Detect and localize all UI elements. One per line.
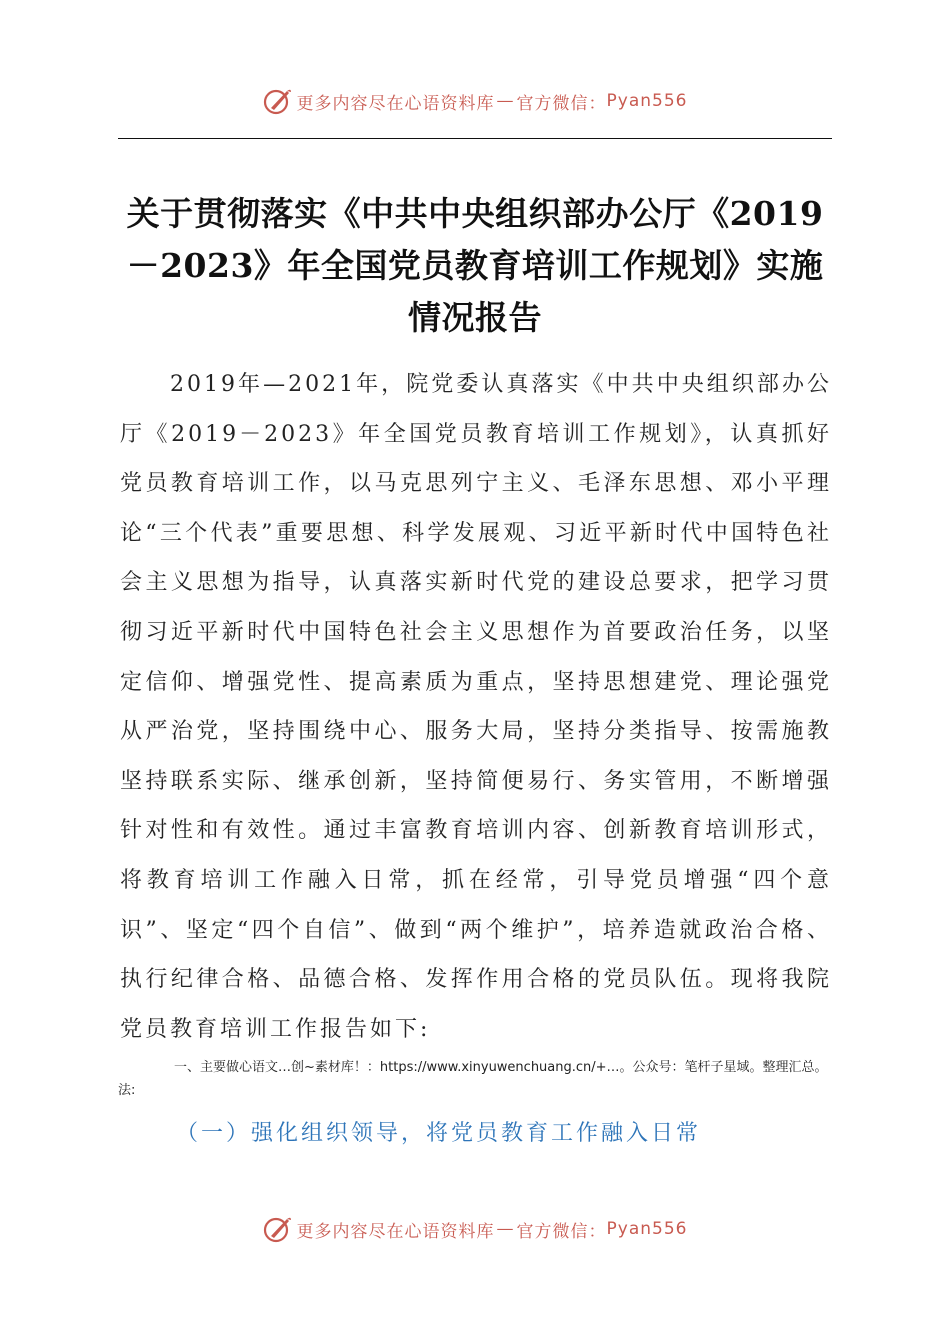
section-heading: （一）强化组织领导，将党员教育工作融入日常 bbox=[176, 1121, 702, 1146]
footer-watermark-banner bbox=[0, 1214, 950, 1244]
banner-wechat-id: Pyan556 bbox=[606, 1219, 688, 1239]
banner-wechat-label: 官方微信： bbox=[516, 93, 607, 114]
body-paragraph: 2019年—2021年，院党委认真落实《中共中央组织部办公厅《2019－2023》年全国党员教育培训工作规划》，认真抓好党员教育培训工作，以马克思列宁主义、毛泽东思想、邓小平理论“三个代表”重要思想、科学发展观、习近平新时代中国特色社会主义思想为指导，认真落实新时代党的建设总要求，把学习贯彻习近平新时代中国特色社会主义思想作为首要政治任务，以坚定信仰、增强党性、提高素质为重点，坚持思想建党、理论强党从严治党，坚持围绕中心、服务大局，坚持分类指导、按需施教坚持联系实际、继承创新，坚持简便易行、务实管用，不断增强针对性和有效性。通过丰富教育培训内容、创新教育培训形式，将教育培训工作融入日常，抓在经常，引导党员增强“四个意识”、坚定“四个自信”、做到“两个维护”，培养造就政治合格、执行纪律合格、品德合格、发挥作用合格的党员队伍。现将我院党员教育培训工作报告如下: bbox=[120, 372, 832, 1042]
banner-wechat-label: 官方微信： bbox=[516, 1221, 607, 1242]
document-title: 关于贯彻落实《中共中央组织部办公厅《2019－2023》年全国党员教育培训工作规划》实施情况报告 bbox=[126, 194, 824, 337]
banner-separator: — bbox=[496, 91, 515, 111]
header-divider bbox=[118, 138, 832, 139]
quill-logo-icon bbox=[263, 1214, 293, 1244]
banner-text: 更多内容尽在心语资料库 bbox=[296, 1221, 495, 1242]
banner-text: 更多内容尽在心语资料库 bbox=[296, 93, 495, 114]
banner-separator: — bbox=[496, 1219, 515, 1239]
header-watermark-banner bbox=[0, 86, 950, 116]
banner-wechat-id: Pyan556 bbox=[606, 91, 688, 111]
source-note: 一、主要做心语文…创~素材库！：https://www.xinyuwenchuang.cn/+…。公众号：笔杆子星域。整理汇总。法: bbox=[118, 1060, 828, 1098]
quill-logo-icon bbox=[263, 86, 293, 116]
